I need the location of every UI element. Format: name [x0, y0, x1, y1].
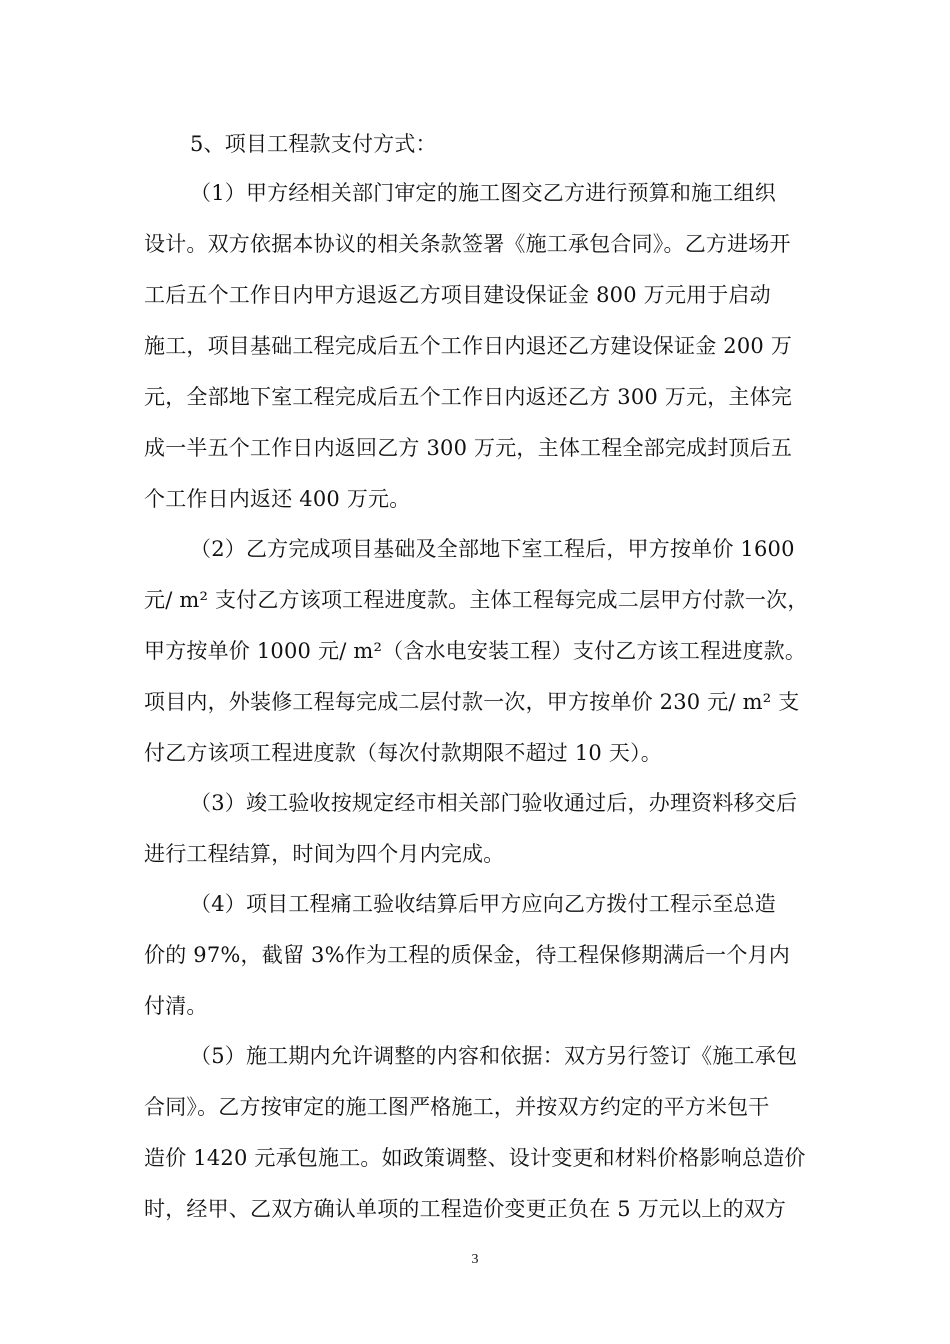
paragraph-1-line-7: 个工作日内返还 400 万元。: [144, 487, 411, 511]
paragraph-2-line-4: 项目内，外装修工程每完成二层付款一次，甲方按单价 230 元/ m² 支: [144, 690, 800, 714]
paragraph-4-line-3: 付清。: [144, 994, 208, 1018]
paragraph-4-line-1: （4）项目工程痛工验收结算后甲方应向乙方拨付工程示至总造: [190, 892, 776, 916]
paragraph-4-line-2: 价的 97%，截留 3%作为工程的质保金，待工程保修期满后一个月内: [144, 943, 790, 967]
paragraph-1-line-2: 设计。双方依据本协议的相关条款签署《施工承包合同》。乙方进场开: [144, 232, 791, 256]
paragraph-2-line-2: 元/ m² 支付乙方该项工程进度款。主体工程每完成二层甲方付款一次，: [144, 588, 809, 612]
paragraph-2-line-3: 甲方按单价 1000 元/ m²（含水电安装工程）支付乙方该工程进度款。: [144, 639, 807, 663]
paragraph-2-line-5: 付乙方该项工程进度款（每次付款期限不超过 10 天）。: [144, 741, 662, 765]
paragraph-1-line-3: 工后五个工作日内甲方退返乙方项目建设保证金 800 万元用于启动: [144, 283, 771, 307]
paragraph-1-line-4: 施工，项目基础工程完成后五个工作日内退还乙方建设保证金 200 万: [144, 334, 793, 358]
paragraph-5-line-1: （5）施工期内允许调整的内容和依据：双方另行签订《施工承包: [190, 1044, 798, 1068]
paragraph-5-line-3: 造价 1420 元承包施工。如政策调整、设计变更和材料价格影响总造价: [144, 1146, 806, 1170]
paragraph-2-line-1: （2）乙方完成项目基础及全部地下室工程后，甲方按单价 1600: [190, 537, 795, 561]
paragraph-3-line-1: （3）竣工验收按规定经市相关部门验收通过后，办理资料移交后: [190, 791, 798, 815]
paragraph-1-line-6: 成一半五个工作日内返回乙方 300 万元，主体工程全部完成封顶后五: [144, 436, 793, 460]
paragraph-3-line-2: 进行工程结算，时间为四个月内完成。: [144, 842, 505, 866]
paragraph-5-line-2: 合同》。乙方按审定的施工图严格施工，并按双方约定的平方米包干: [144, 1095, 770, 1119]
paragraph-5-line-4: 时，经甲、乙双方确认单项的工程造价变更正负在 5 万元以上的双方: [144, 1197, 787, 1221]
page-number: 3: [471, 1252, 479, 1267]
paragraph-1-line-5: 元，全部地下室工程完成后五个工作日内返还乙方 300 万元，主体完: [144, 385, 793, 409]
section-heading: 5、项目工程款支付方式：: [190, 132, 437, 156]
paragraph-1-line-1: （1）甲方经相关部门审定的施工图交乙方进行预算和施工组织: [190, 181, 776, 205]
